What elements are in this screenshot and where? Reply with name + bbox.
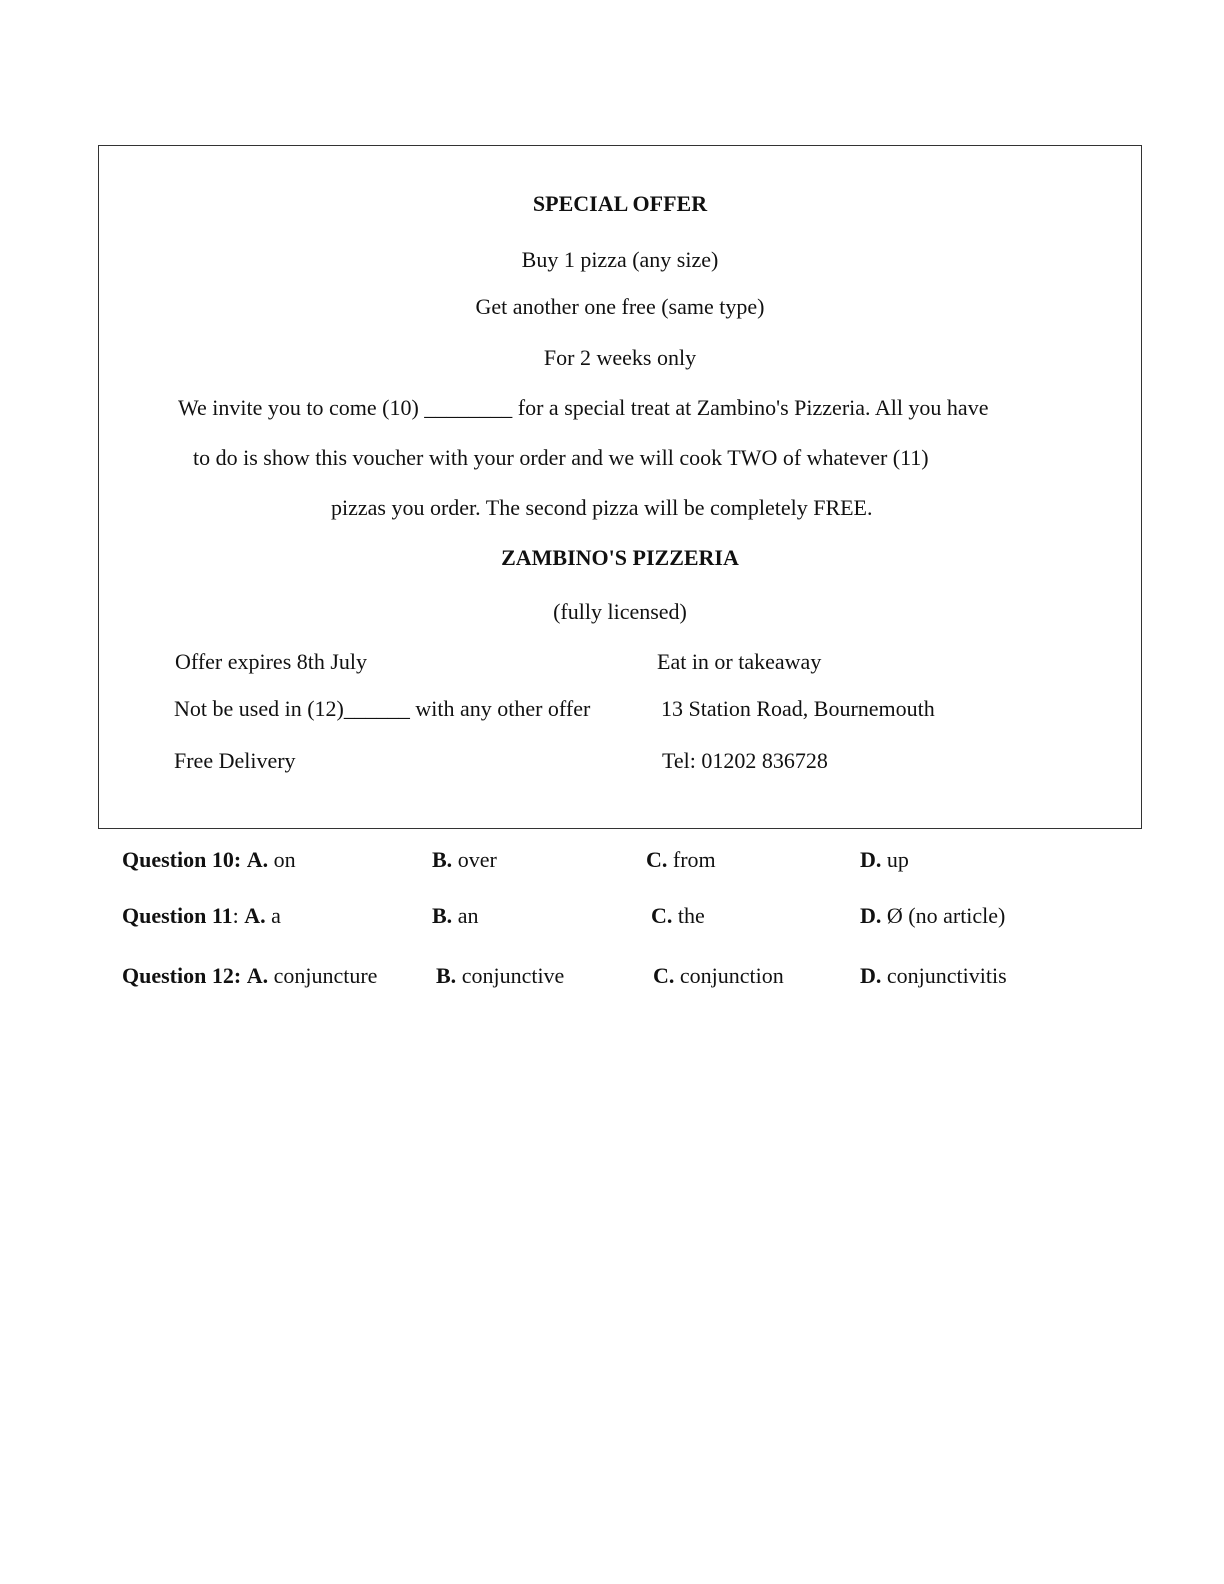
question-11-option-a: Question 11: A. a (122, 903, 281, 928)
option-letter: A. (246, 847, 269, 872)
business-name: ZAMBINO'S PIZZERIA (501, 545, 739, 570)
address: 13 Station Road, Bournemouth (661, 696, 935, 721)
option-letter: C. (646, 847, 668, 872)
offer-line-free: Get another one free (same type) (475, 294, 765, 319)
option-letter: B. (432, 903, 453, 928)
question-12-option-b (436, 961, 564, 991)
offer-restriction: Not be used in (12)______ with any other offer (174, 696, 591, 721)
option-text: conjunctivitis (886, 963, 1007, 988)
question-12-option-a (122, 961, 377, 991)
option-text: conjunction (679, 963, 784, 988)
option-text: a (271, 903, 281, 928)
question-10-option-a (122, 845, 296, 875)
option-letter: C. (651, 903, 673, 928)
question-label: Question 12: (122, 963, 242, 988)
option-text: from (672, 847, 716, 872)
option-letter: D. (860, 847, 882, 872)
question-11-option-d (860, 901, 1005, 931)
option-text: up (886, 847, 909, 872)
question-10-row (0, 845, 1224, 875)
option-letter: D. (860, 963, 882, 988)
offer-paragraph-line-1: We invite you to come (10) ________ for a special treat at Zambino's Pizzeria. All you have (178, 395, 989, 420)
question-11-option-c (651, 901, 705, 931)
question-11-option-b (432, 901, 478, 931)
offer-paragraph-line-2: to do is show this voucher with your order and we will cook TWO of whatever (11) (193, 445, 929, 470)
option-letter: D. (860, 903, 882, 928)
option-text: conjunctive (461, 963, 565, 988)
question-11-row (0, 901, 1224, 931)
question-12-option-d (860, 961, 1007, 991)
question-10-option-b (432, 845, 497, 875)
licensed-note: (fully licensed) (553, 599, 687, 624)
question-label: Question 10: (122, 847, 242, 872)
question-10-option-c (646, 845, 716, 875)
option-text: Ø (no article) (886, 903, 1006, 928)
option-letter: C. (653, 963, 675, 988)
option-text: over (457, 847, 497, 872)
option-text: conjuncture (273, 963, 378, 988)
question-10-option-d (860, 845, 909, 875)
offer-paragraph-line-3: pizzas you order. The second pizza will be completely FREE. (331, 495, 873, 520)
free-delivery: Free Delivery (174, 748, 296, 773)
offer-heading: SPECIAL OFFER (532, 191, 708, 216)
option-letter: A. (244, 903, 266, 928)
offer-line-buy: Buy 1 pizza (any size) (521, 247, 719, 272)
telephone: Tel: 01202 836728 (662, 748, 828, 773)
option-text: on (273, 847, 296, 872)
option-letter: B. (436, 963, 457, 988)
eat-in-takeaway: Eat in or takeaway (657, 649, 822, 674)
option-letter: B. (432, 847, 453, 872)
option-text: an (457, 903, 479, 928)
question-12-row (0, 961, 1224, 991)
option-letter: A. (246, 963, 269, 988)
offer-expiry: Offer expires 8th July (175, 649, 368, 674)
question-12-option-c (653, 961, 784, 991)
option-text: the (677, 903, 705, 928)
question-label: Question 11 (122, 903, 233, 928)
offer-voucher-box (98, 145, 1142, 829)
offer-line-duration: For 2 weeks only (543, 345, 697, 370)
